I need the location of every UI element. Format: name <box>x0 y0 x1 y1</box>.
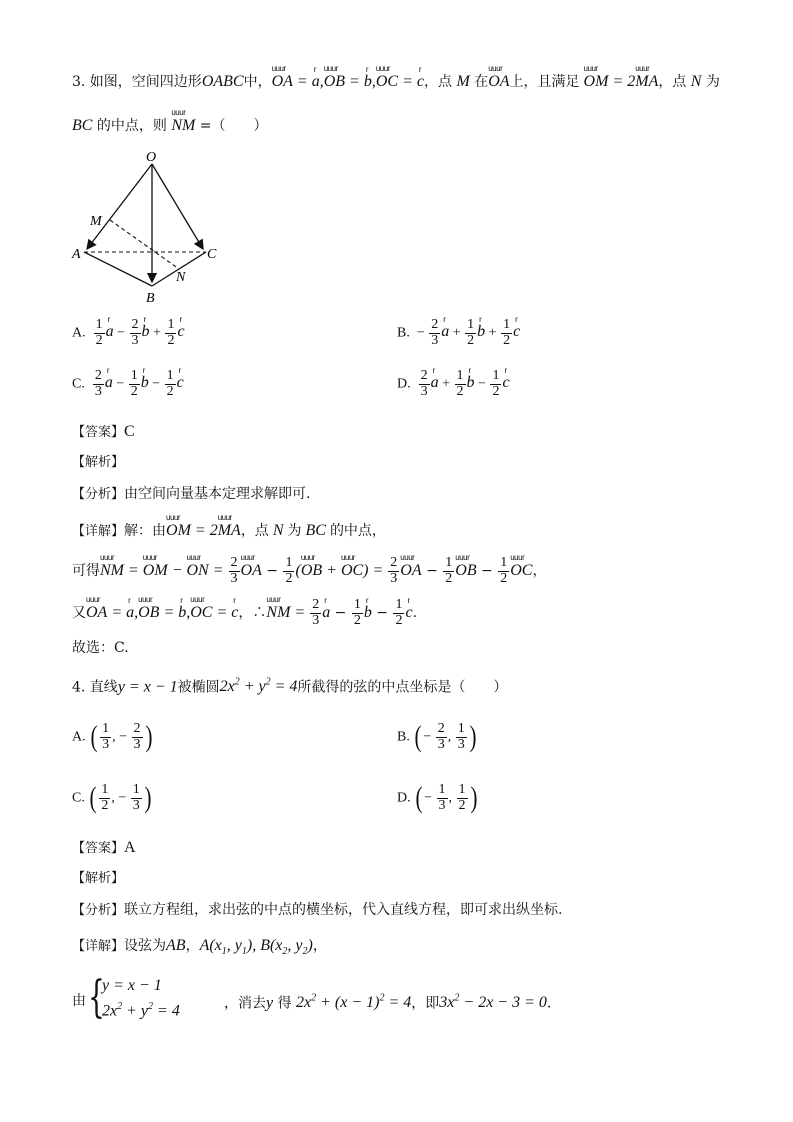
q4-stem-post: 所截得的弦的中点坐标是（ ） <box>297 679 508 696</box>
q3-detail-line1: 【详解】解：由uuur OM = 2uuur MA，点 N 为 BC 的中点， <box>72 523 386 539</box>
q4-detail-2-ji: ，即 <box>411 995 440 1012</box>
q3-nm: uuur NM <box>171 118 195 134</box>
q3-detail-3-pre: 又 <box>72 605 86 622</box>
q4-res2: $3x^2 - 2x - 3 = 0$ <box>439 993 547 1012</box>
q4-detail-1-comma: ， <box>185 938 200 954</box>
q4-option-d-key: D. <box>397 790 411 806</box>
q3-detail-1-post: 为 <box>287 523 302 539</box>
q3-m-on: ，点 M 在 <box>423 73 489 90</box>
q3-fenxi-line <box>72 487 310 501</box>
q3-stem-text: 3. 如图，空间四边形 <box>72 74 202 90</box>
q3-detail-line2: 可得uuur NM = uuur OM − uuur ON = $\frac{2}{3}$ uuur OA − $\frac{1}{2}$ (uuur OB + uuur OC) = $\frac{2}{3}$ uuur OA − $\frac{1}{2}$ uuur OB − $\frac{1}{2}$ uuur OC， <box>72 556 546 586</box>
q4-system-brace: { <box>88 972 105 1023</box>
q3-stem-line2 <box>72 118 268 134</box>
q3-condition: uuur OM = 2uuur MA <box>580 73 659 90</box>
q4-detail-2-de: 得 <box>277 995 292 1012</box>
q4-answer-tag: 【答案】 <box>72 841 125 856</box>
q3-option-a[interactable]: A. $\frac{1}{2}$ r a − $\frac{2}{3}$ r b + $\frac{1}{2}$ r c <box>72 318 185 348</box>
q4-option-d[interactable]: D. ( − $\frac{1}{3}$ , $\frac{1}{2}$ ) <box>397 781 478 815</box>
q4-option-a[interactable]: A. ( $\frac{1}{3}$ , − $\frac{2}{3}$ ) <box>72 720 153 754</box>
q3-detail-line3: 又uuur OA = r a,uuur OB = r b,uuur OC = r c，∴uuur NM = $\frac{2}{3}$ r a − $\frac{1}{2}$ r b − $\frac{1}{2}$ r c. <box>72 598 417 628</box>
q3-midpoint-text: 的中点，则 <box>92 118 172 134</box>
q4-option-b[interactable]: B. ( − $\frac{2}{3}$ , $\frac{1}{3}$ ) <box>397 720 477 754</box>
edge-OA <box>87 164 152 249</box>
q4-option-a-key: A. <box>72 729 86 745</box>
q3-analysis-tag: 【解析】 <box>72 455 125 470</box>
q4-option-c-key: C. <box>72 790 85 806</box>
q3-fenxi-tag: 【分析】 <box>72 487 125 502</box>
label-O: O <box>146 150 157 165</box>
q3-fenxi-text: 由空间向量基本定理求解即可. <box>124 486 311 502</box>
q3-given-vectors: uuur OA = r a,uuur OB = r b,uuur OC = r c <box>272 73 424 90</box>
q3-option-c[interactable]: C. $\frac{2}{3}$ r a − $\frac{1}{2}$ r b − $\frac{1}{2}$ r c <box>72 369 184 399</box>
q4-stem-mid: 被椭圆 <box>177 679 220 696</box>
q4-detail-2-end: . <box>546 995 552 1012</box>
q3-option-d[interactable]: D. $\frac{2}{3}$ r a + $\frac{1}{2}$ r b − $\frac{1}{2}$ r c <box>397 369 510 399</box>
label-B: B <box>146 291 155 306</box>
q3-option-b-key: B. <box>397 325 410 341</box>
q3-option-c-key: C. <box>72 376 85 392</box>
q3-stem-zhong: 中， <box>243 74 272 90</box>
q3-bc: BC <box>72 117 93 134</box>
q4-eq2: $2x^2 + y^2 = 4$ <box>102 1001 180 1020</box>
q4-eq-rest <box>224 994 551 1011</box>
q4-detail-tag: 【详解】 <box>72 939 125 954</box>
q3-tetrahedron-figure <box>70 148 220 308</box>
q3-option-a-key: A. <box>72 325 86 341</box>
q4-answer-line <box>72 840 136 856</box>
q3-blank: =（ ） <box>195 118 268 134</box>
edge-AB <box>84 252 152 286</box>
q3-quad-name: OABC <box>201 73 244 90</box>
q3-detail-tag: 【详解】 <box>72 524 125 539</box>
segment-MN <box>110 220 179 269</box>
q3-cond-pre: 上，且满足 <box>509 74 580 90</box>
q3-n-label: ，点 N 为 <box>658 73 720 90</box>
q3-option-b[interactable]: B. − $\frac{2}{3}$ r a + $\frac{1}{2}$ r b + $\frac{1}{2}$ r c <box>397 318 520 348</box>
q4-var-y: y <box>266 994 274 1012</box>
q3-detail-1-end: 的中点， <box>329 523 386 539</box>
label-A: A <box>72 247 81 262</box>
q4-res1: $2x^2 + (x - 1)^2 = 4$ <box>296 993 412 1012</box>
q3-answer-line <box>72 424 135 440</box>
q3-answer-tag: 【答案】 <box>72 425 125 440</box>
q4-points: $A(x_1$, $y_1$), $B(x_2$, $y_2$) <box>199 937 313 958</box>
q4-detail-1-pre: 设弦为 <box>124 938 167 954</box>
label-M: M <box>90 214 102 229</box>
edge-OC <box>152 164 203 249</box>
q4-analysis-line <box>72 871 124 885</box>
q3-detail-2-pre: 可得 <box>72 563 100 580</box>
q3-option-d-key: D. <box>397 376 411 392</box>
q4-stem-pre: 4. 直线 <box>72 679 118 696</box>
q3-oa: uuur OA <box>488 74 509 90</box>
q4-detail-line1: 【详解】设弦为AB，$A(x_1$, $y_1$), $B(x_2$, $y_2$)， <box>72 937 327 958</box>
q4-fenxi-tag: 【分析】 <box>72 903 125 918</box>
q3-stem-line1 <box>72 74 720 90</box>
q4-analysis-tag: 【解析】 <box>72 871 125 886</box>
q4-detail-2-you: 由 <box>72 993 86 1009</box>
q3-therefore: ∴ <box>252 605 267 622</box>
q4-detail-2-mid: ，消去 <box>224 995 266 1012</box>
q3-detail-1-mid: ，点 <box>240 523 269 539</box>
label-N: N <box>176 270 186 285</box>
q4-option-b-key: B. <box>397 729 410 745</box>
q4-fenxi-line <box>72 903 562 917</box>
q4-stem <box>72 678 507 695</box>
q4-fenxi-text: 联立方程组，求出弦的中点的横坐标，代入直线方程，即可求出纵坐标. <box>124 902 563 918</box>
q4-line-eq: y = x − 1 <box>117 678 178 696</box>
q3-detail-1-pre: 解：由 <box>124 523 167 539</box>
label-C: C <box>207 247 217 262</box>
q3-detail-cond: uuur OM = 2uuur MA <box>166 522 241 539</box>
q4-chord-ab: AB <box>166 937 186 954</box>
q4-ellipse-eq: $2x^2 + y^2 = 4$ <box>219 677 298 696</box>
q3-conclusion-text: 故选：C. <box>72 640 129 656</box>
q4-option-c[interactable]: C. ( $\frac{1}{2}$ , − $\frac{1}{3}$ ) <box>72 781 152 815</box>
q4-answer: A <box>124 839 136 856</box>
q3-analysis-line <box>72 455 124 469</box>
q4-eq1: y = x − 1 <box>102 977 162 994</box>
q3-answer: C <box>124 423 135 440</box>
q3-conclusion <box>72 641 129 655</box>
